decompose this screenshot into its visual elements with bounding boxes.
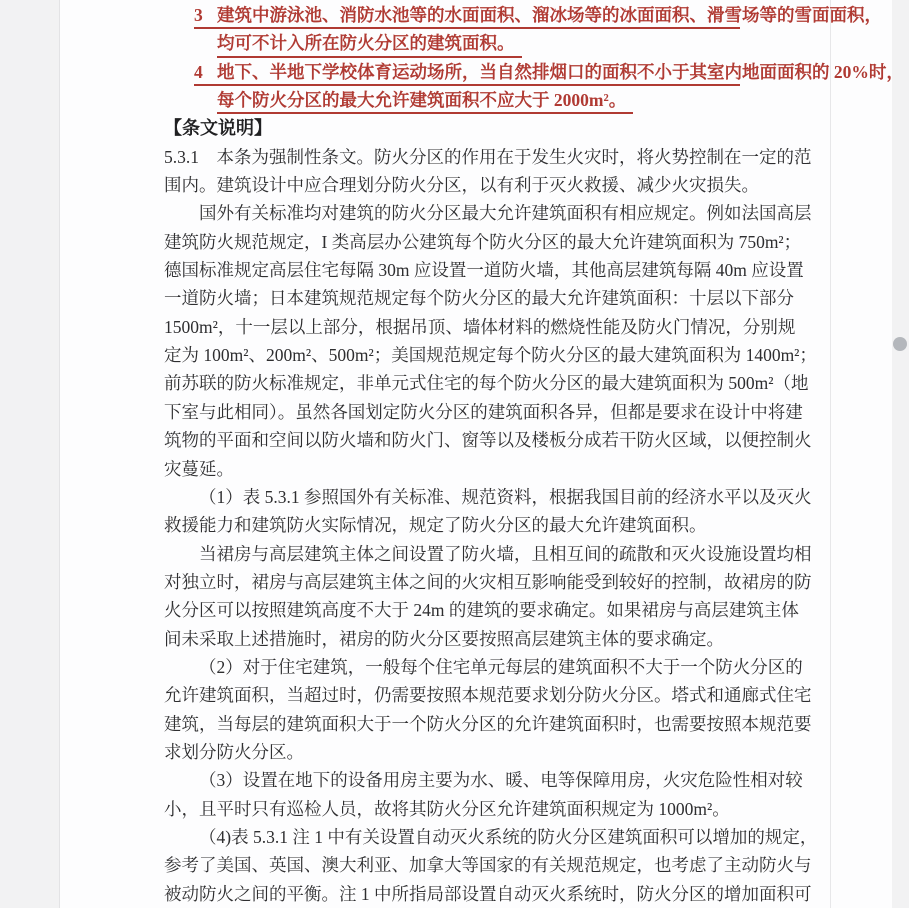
commentary-line: 求划分防火分区。 [164,741,304,762]
commentary-line: （4)表 5.3.1 注 1 中有关设置自动灭火系统的防火分区建筑面积可以增加的规定， [199,826,818,847]
commentary-line: 前苏联的防火标准规定，非单元式住宅的每个防火分区的最大建筑面积为 500m²（地 [164,373,809,394]
page-fold-line [830,0,831,908]
item-text: 地下、半地下学校体育运动场所，当自然排烟口的面积不小于其室内地面面积的 20%时， [217,61,904,82]
item-text: 建筑中游泳池、消防水池等的水面面积、溜冰场等的冰面面积、滑雪场等的雪面面积， [217,5,882,25]
commentary-line: 定为 100m²、200m²、500m²；美国规范规定每个防火分区的最大建筑面积为 1400m²； [164,345,817,366]
commentary-line: 小，且平时只有巡检人员，故将其防火分区允许建筑面积规定为 1000m²。 [164,798,730,819]
scroll-indicator-dot[interactable] [893,337,907,351]
commentary-line: 灾蔓延。 [164,458,234,479]
item-number: 4 [194,61,203,82]
commentary-line: 间未采取上述措施时，裙房的防火分区要按照高层建筑主体的要求确定。 [164,628,724,649]
commentary-line: 筑物的平面和空间以防火墙和防火门、窗等以及楼板分成若干防火区域，以便控制火 [164,430,812,451]
page-content [164,1,904,908]
commentary-line: 一道防火墙；日本建筑规范规定每个防火分区的最大允许建筑面积：十层以下部分 [164,288,794,309]
regulation-item-line [194,58,904,86]
commentary-line: 建筑，当每层的建筑面积大于一个防火分区的允许建筑面积时，也需要按照本规范要 [164,713,812,734]
commentary-line: 国外有关标准均对建筑的防火分区最大允许建筑面积有相应规定。例如法国高层 [199,203,812,224]
commentary-line: 当裙房与高层建筑主体之间设置了防火墙，且相互间的疏散和灭火设施设置均相 [199,543,812,564]
commentary-line: 建筑防火规范规定，I 类高层办公建筑每个防火分区的最大允许建筑面积为 750m²； [164,231,802,252]
item-text: 均可不计入所在防火分区的建筑面积。 [217,29,522,57]
item-number: 3 [194,5,203,25]
commentary-line: （3）设置在地下的设备用房主要为水、暖、电等保障用房，火灾危险性相对较 [199,770,803,791]
commentary-line: 火分区可以按照建筑高度不大于 24m 的建筑的要求确定。如果裙房与高层建筑主体 [164,600,799,621]
regulation-item-line [194,29,740,57]
commentary-line: （1）表 5.3.1 参照国外有关标准、规范资料，根据我国目前的经济水平以及灭火 [199,486,812,507]
commentary-paragraphs [164,143,818,908]
commentary-line: 围内。建筑设计中应合理划分防火分区，以有利于灭火救援、减少火灾损失。 [164,175,759,196]
regulation-item-line [194,86,740,114]
commentary-line: 允许建筑面积，当超过时，仍需要按照本规范要求划分防火分区。塔式和通廊式住宅 [164,685,812,706]
commentary-line: 对独立时，裙房与高层建筑主体之间的火灾相互影响能受到较好的控制，故裙房的防 [164,571,812,592]
commentary-line: 5.3.1 本条为强制性条文。防火分区的作用在于发生火灾时，将火势控制在一定的范 [164,146,812,167]
commentary-line: 被动防火之间的平衡。注 1 中所指局部设置自动灭火系统时，防火分区的增加面积可 [164,883,812,904]
commentary-line: 德国标准规定高层住宅每隔 30m 应设置一道防火墙，其他高层建筑每隔 40m 应设置 [164,260,804,281]
commentary-line: 救援能力和建筑防火实际情况，规定了防火分区的最大允许建筑面积。 [164,515,707,536]
commentary-line: （2）对于住宅建筑，一般每个住宅单元每层的建筑面积不大于一个防火分区的 [199,656,803,677]
red-items [164,1,904,114]
commentary-heading: 【条文说明】 [164,118,272,139]
regulation-item-line [194,1,882,29]
item-text: 每个防火分区的最大允许建筑面积不应大于 2000m²。 [217,86,633,114]
commentary-line: 参考了美国、英国、澳大利亚、加拿大等国家的有关规范规定，也考虑了主动防火与 [164,855,812,876]
commentary-line: 1500m²，十一层以上部分，根据吊顶、墙体材料的燃烧性能及防火门情况，分别规 [164,316,796,337]
commentary-line: 下室与此相同）。虽然各国划定防火分区的建筑面积各异，但都是要求在设计中将建 [164,401,803,422]
